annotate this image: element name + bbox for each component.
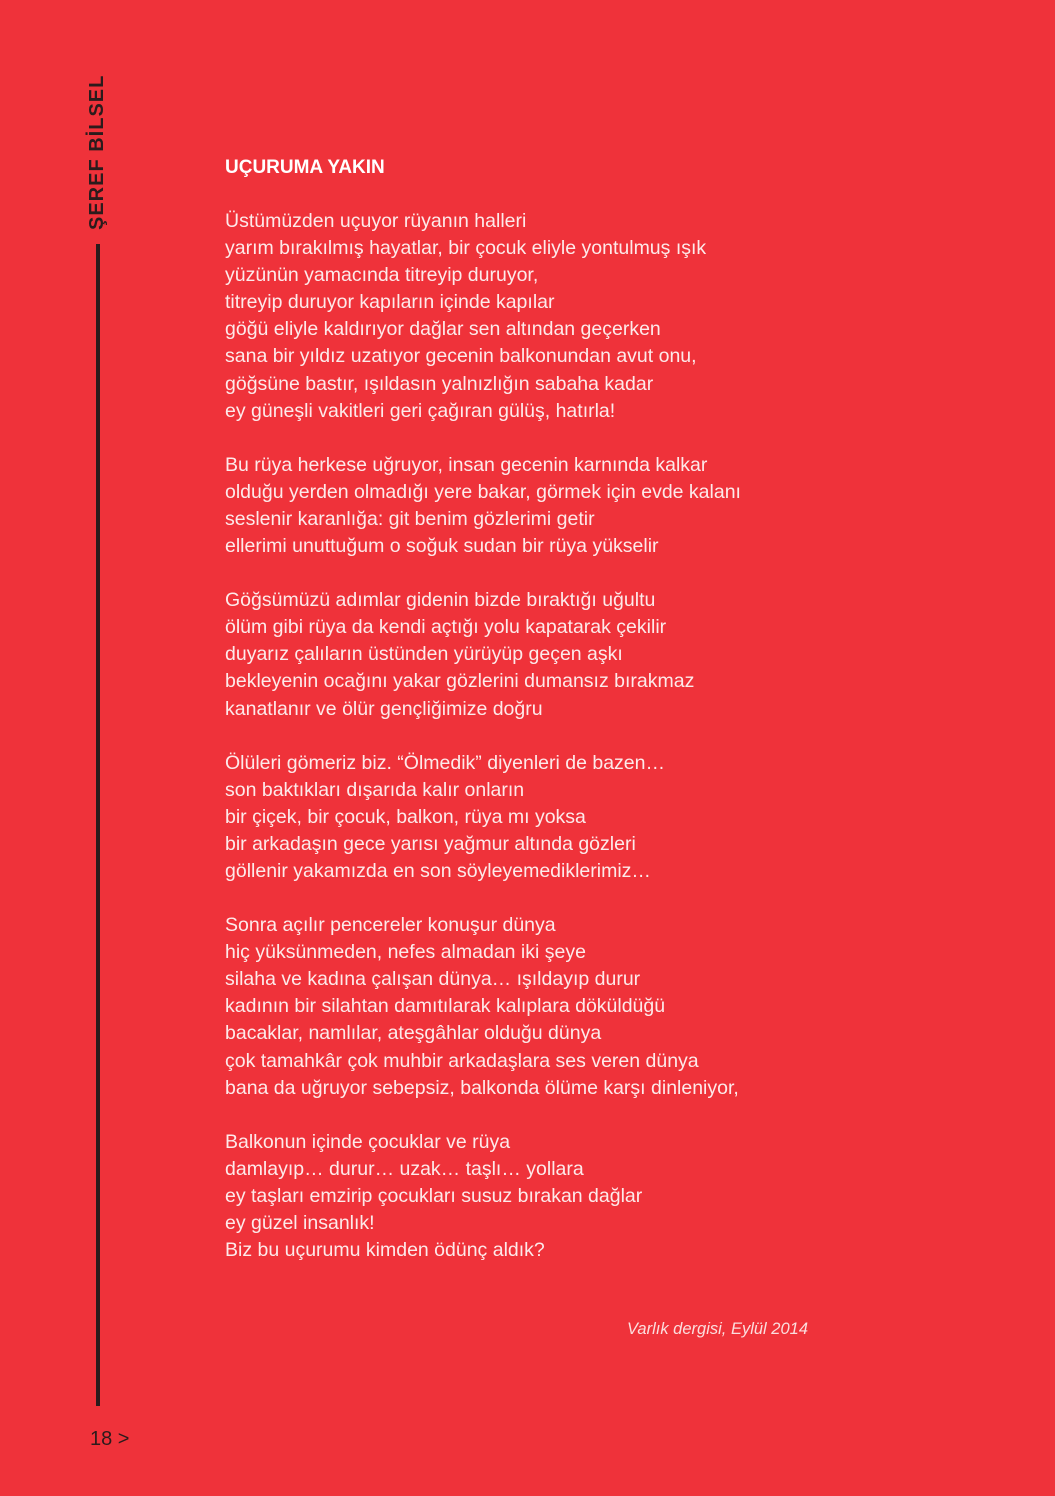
poem-line: göğü eliyle kaldırıyor dağlar sen altından geçerken (225, 318, 661, 341)
poem-title: UÇURUMA YAKIN (225, 157, 385, 178)
poem-line: olduğu yerden olmadığı yere bakar, görmek için evde kalanı (225, 480, 741, 503)
stanza-4 (225, 750, 825, 885)
poem-line: göğsüne bastır, ışıldasın yalnızlığın sabaha kadar (225, 372, 654, 395)
poem-line: ey güneşli vakitleri geri çağıran gülüş, hatırla! (225, 399, 616, 422)
poem-line: damlayıp… durur… uzak… taşlı… yollara (225, 1157, 584, 1180)
stanza-6 (225, 1129, 825, 1264)
poem-line: silaha ve kadına çalışan dünya… ışıldayıp durur (225, 968, 641, 991)
stanza-5 (225, 912, 825, 1102)
poem-line: bir arkadaşın gece yarısı yağmur altında gözleri (225, 832, 636, 855)
sidebar-divider-line (96, 244, 100, 1406)
poem (225, 154, 825, 1264)
poem-source: Varlık dergisi, Eylül 2014 (627, 1320, 808, 1338)
poem-line: duyarız çalıların üstünden yürüyüp geçen aşkı (225, 643, 623, 666)
poem-line: Ölüleri gömeriz biz. “Ölmedik” diyenleri de bazen… (225, 751, 665, 774)
poem-line: kadının bir silahtan damıtılarak kalıplara döküldüğü (225, 995, 666, 1018)
page-number: 18 > (90, 1428, 130, 1450)
poem-line: çok tamahkâr çok muhbir arkadaşlara ses veren dünya (225, 1049, 699, 1072)
poem-line: Balkonun içinde çocuklar ve rüya (225, 1130, 511, 1153)
poem-line: titreyip duruyor kapıların içinde kapılar (225, 291, 555, 314)
poem-line: Göğsümüzü adımlar gidenin bizde bıraktığı uğultu (225, 589, 656, 612)
poem-line: ellerimi unuttuğum o soğuk sudan bir rüya yükselir (225, 535, 659, 558)
poem-line: bir çiçek, bir çocuk, balkon, rüya mı yoksa (225, 805, 586, 828)
poem-line: Biz bu uçurumu kimden ödünç aldık? (225, 1239, 545, 1262)
poem-line: göllenir yakamızda en son söyleyemediklerimiz… (225, 859, 651, 882)
poem-line: bacaklar, namlılar, ateşgâhlar olduğu dünya (225, 1022, 602, 1045)
poem-line: yüzünün yamacında titreyip duruyor, (225, 264, 539, 287)
poem-line: Bu rüya herkese uğruyor, insan gecenin karnında kalkar (225, 453, 708, 476)
stanza-3 (225, 587, 825, 722)
poem-line: ey taşları emzirip çocukları susuz bırakan dağlar (225, 1184, 643, 1207)
stanza-1 (225, 208, 825, 425)
poem-line: sana bir yıldız uzatıyor gecenin balkonundan avut onu, (225, 345, 697, 368)
poem-line: hiç yüksünmeden, nefes almadan iki şeye (225, 941, 586, 964)
poem-line: kanatlanır ve ölür gençliğimize doğru (225, 697, 543, 720)
poem-line: bana da uğruyor sebepsiz, balkonda ölüme karşı dinleniyor, (225, 1076, 739, 1099)
author-name: ŞEREF BİLSEL (86, 74, 108, 230)
poem-line: yarım bırakılmış hayatlar, bir çocuk eliyle yontulmuş ışık (225, 237, 707, 260)
poem-line: son baktıkları dışarıda kalır onların (225, 778, 525, 801)
poem-line: ölüm gibi rüya da kendi açtığı yolu kapatarak çekilir (225, 616, 667, 639)
poem-line: ey güzel insanlık! (225, 1212, 375, 1234)
poem-line: bekleyenin ocağını yakar gözlerini dumansız bırakmaz (225, 670, 695, 693)
stanza-2 (225, 452, 825, 560)
poem-line: Sonra açılır pencereler konuşur dünya (225, 914, 556, 937)
poem-line: seslenir karanlığa: git benim gözlerimi getir (225, 507, 595, 530)
poem-line: Üstümüzden uçuyor rüyanın halleri (225, 210, 527, 232)
